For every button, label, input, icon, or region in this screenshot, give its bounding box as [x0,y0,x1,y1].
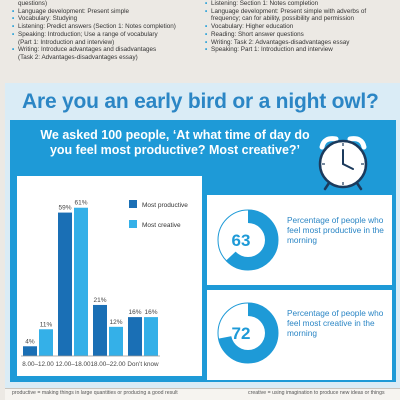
clock-leg-left [325,183,329,189]
bar-value-label: 16% [144,309,158,317]
stat-value: 63 [231,231,251,250]
top-list-left [12,0,194,62]
category-label: 12.00–18.00 [55,361,91,368]
bar-value-label: 12% [109,318,123,326]
pie-63-icon [213,205,283,275]
top-list-item: • Listening: Predict answers (Section 1: Notes completion) [12,23,194,31]
bar-value-label: 59% [58,204,72,212]
stat-box-creative [207,290,392,380]
top-list-item: • Vocabulary: Higher education [205,23,395,31]
legend-swatch-productive [129,200,137,208]
top-list-item: • Writing: Introduce advantages and disadvantages [12,46,194,54]
top-list-item: • Listening: Section 1: Notes completion [205,0,395,8]
top-list-item: frequency; can for ability, possibility and permission [211,15,355,23]
top-list-item: questions) [18,0,48,7]
bar-productive [23,346,37,356]
top-list-item: • Language development: Present simple [12,8,194,16]
top-lists [0,0,400,70]
top-list-item: (Task 2: Advantages-disadvantages essay) [18,53,138,61]
bar-productive [93,305,107,356]
bar-value-label: 16% [128,309,142,317]
stat-text-creative: Percentage of people who feel most creative in the morning [287,308,384,338]
clock-icon [310,133,376,191]
bar-value-label: 21% [93,296,107,304]
bar-creative [144,317,158,356]
bar-creative [39,329,53,356]
top-list-right [205,0,395,54]
top-list-item: (Part 1: Introduction and interview) [18,38,115,46]
top-list-item: • Speaking: Part 1: Introduction and interview [205,46,395,54]
bar-value-label: 11% [39,321,53,329]
footnote-creative: creative = using imagination to produce new ideas or things [248,390,385,396]
stat-box-productive [207,195,392,285]
stat-value: 72 [231,324,251,343]
bar-creative [109,327,123,356]
top-list-item: • Reading: Short answer questions [205,31,395,39]
bar-chart [17,176,202,376]
legend-swatch-creative [129,220,137,228]
clock-leg-right [357,183,361,189]
pie-72-icon [213,298,283,368]
headline: Are you an early bird or a night owl? [22,90,379,113]
stat-text-productive: Percentage of people who feel most productive in the morning [287,215,384,245]
top-list-item: • Writing: Task 2: Advantages-disadvantages essay [205,39,395,47]
category-label: 8.00–12.00 [22,361,54,368]
top-list-item: • Language development: Present simple with adverbs of [205,8,395,16]
bar-creative [74,208,88,356]
top-list-item: • Vocabulary: Studying [12,15,194,23]
legend-label-productive: Most productive [142,202,188,209]
bar-value-label: 4% [25,338,35,346]
category-label: Don’t know [127,361,159,368]
bar-chart-panel [17,176,202,376]
bar-productive [128,317,142,356]
category-label: 18.00–22.00 [90,361,126,368]
bar-value-label: 61% [74,199,88,207]
footnote-productive: productive = making things in large quantities or producing a good result [12,390,178,396]
survey-question: We asked 100 people, ‘At what time of day do you feel most productive? Most creative?’ [40,128,310,157]
top-list-item: • Speaking: Introduction; Use a range of vocabulary [12,31,194,39]
legend-label-creative: Most creative [142,222,181,229]
bar-productive [58,213,72,356]
